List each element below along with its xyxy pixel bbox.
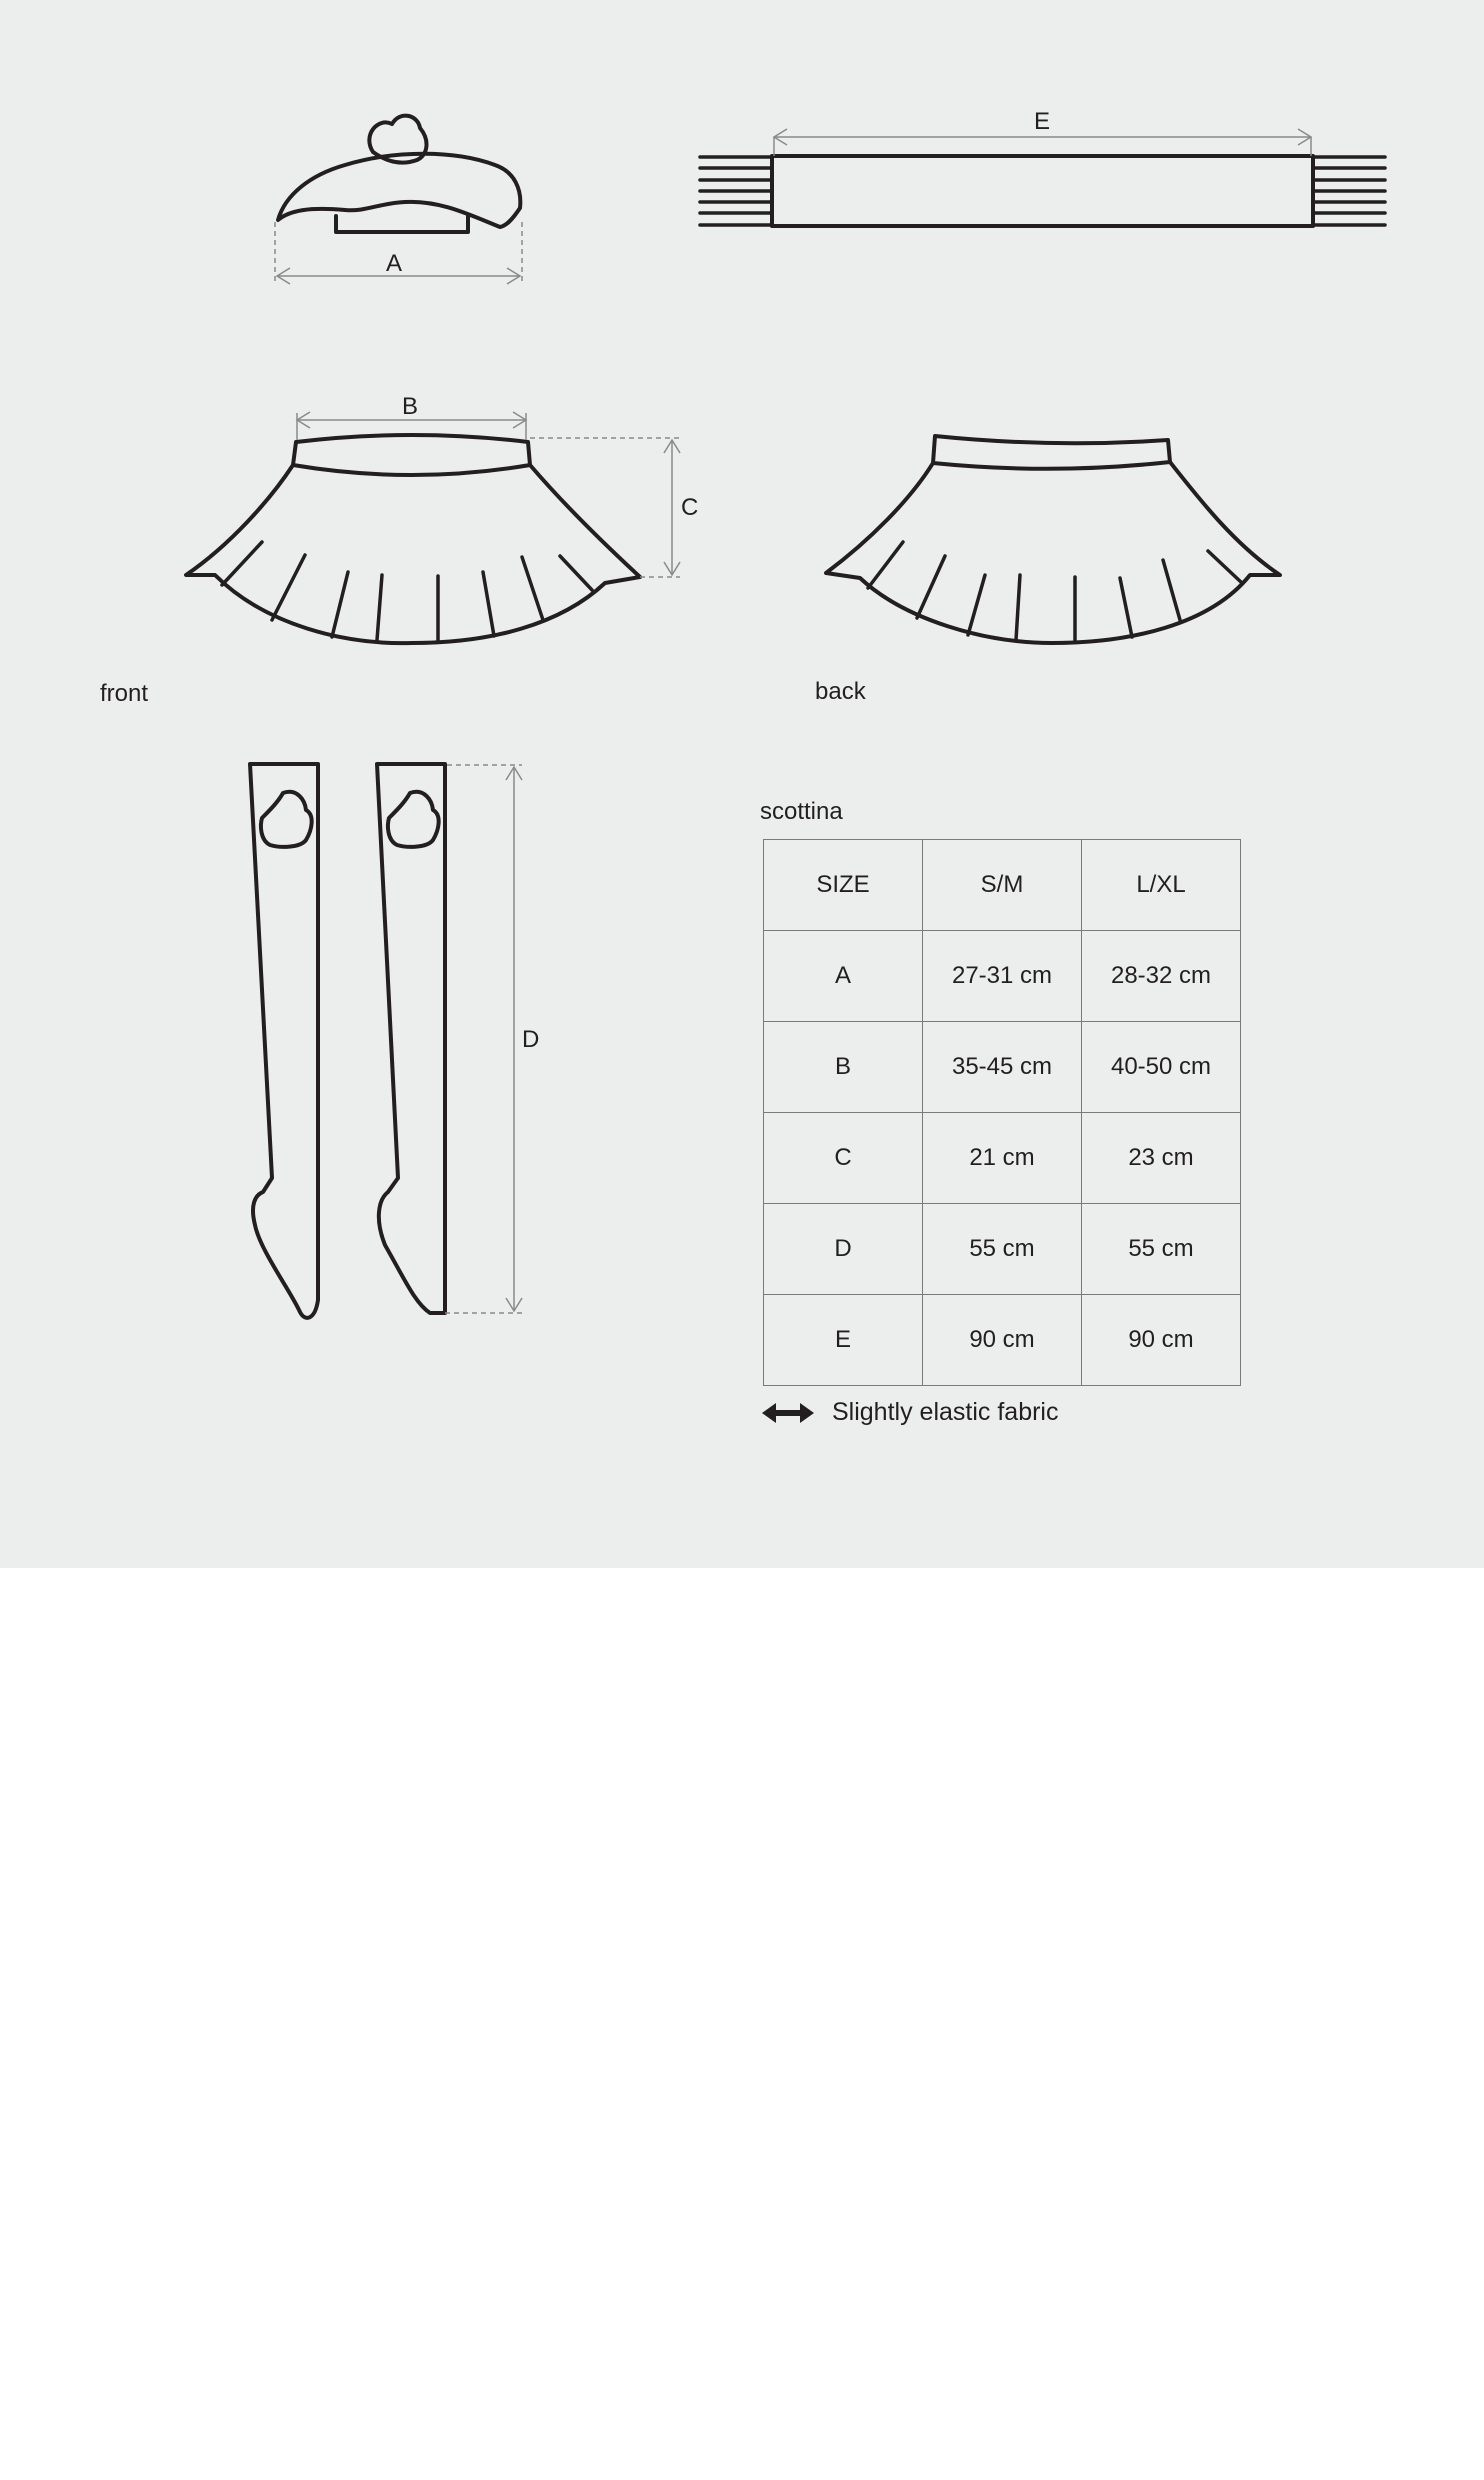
table-row	[764, 931, 1241, 1022]
elastic-fabric-legend	[762, 1398, 1058, 1427]
table-header-cell: SIZE	[764, 840, 923, 931]
table-cell: A	[764, 931, 923, 1022]
scarf-fringe-left	[700, 157, 772, 225]
stockings-drawing	[250, 764, 445, 1318]
beret-drawing	[278, 116, 520, 232]
pompom-icon	[261, 792, 312, 847]
dimension-label-e: E	[1034, 108, 1051, 135]
table-cell: 23 cm	[1082, 1113, 1241, 1204]
table-cell: 35-45 cm	[923, 1022, 1082, 1113]
table-header-cell: S/M	[923, 840, 1082, 931]
table-cell: D	[764, 1204, 923, 1295]
table-cell: 27-31 cm	[923, 931, 1082, 1022]
table-row	[764, 1204, 1241, 1295]
scarf-fringe-right	[1313, 157, 1385, 225]
dimension-label-a: A	[386, 250, 403, 277]
view-label-back: back	[815, 678, 866, 705]
dimension-label-b: B	[402, 393, 419, 420]
pompom-icon	[388, 792, 439, 847]
table-cell: C	[764, 1113, 923, 1204]
dimension-label-d: D	[522, 1026, 540, 1053]
product-title: scottina	[760, 798, 843, 825]
table-row	[764, 1022, 1241, 1113]
table-cell: 55 cm	[923, 1204, 1082, 1295]
table-header-row	[764, 840, 1241, 931]
size-table	[763, 839, 1241, 1386]
legend-text: Slightly elastic fabric	[832, 1398, 1059, 1426]
table-cell: 90 cm	[1082, 1295, 1241, 1386]
table-row	[764, 1113, 1241, 1204]
table-cell: B	[764, 1022, 923, 1113]
dimension-label-c: C	[681, 494, 699, 521]
table-cell: 21 cm	[923, 1113, 1082, 1204]
table-cell: 28-32 cm	[1082, 931, 1241, 1022]
table-row	[764, 1295, 1241, 1386]
table-header-cell: L/XL	[1082, 840, 1241, 931]
view-label-front: front	[100, 680, 149, 707]
table-cell: 90 cm	[923, 1295, 1082, 1386]
table-cell: E	[764, 1295, 923, 1386]
double-arrow-icon	[762, 1402, 814, 1424]
skirt-back-drawing	[826, 436, 1280, 643]
skirt-front-drawing	[186, 435, 640, 643]
table-cell: 55 cm	[1082, 1204, 1241, 1295]
scarf-drawing	[700, 156, 1385, 226]
table-cell: 40-50 cm	[1082, 1022, 1241, 1113]
